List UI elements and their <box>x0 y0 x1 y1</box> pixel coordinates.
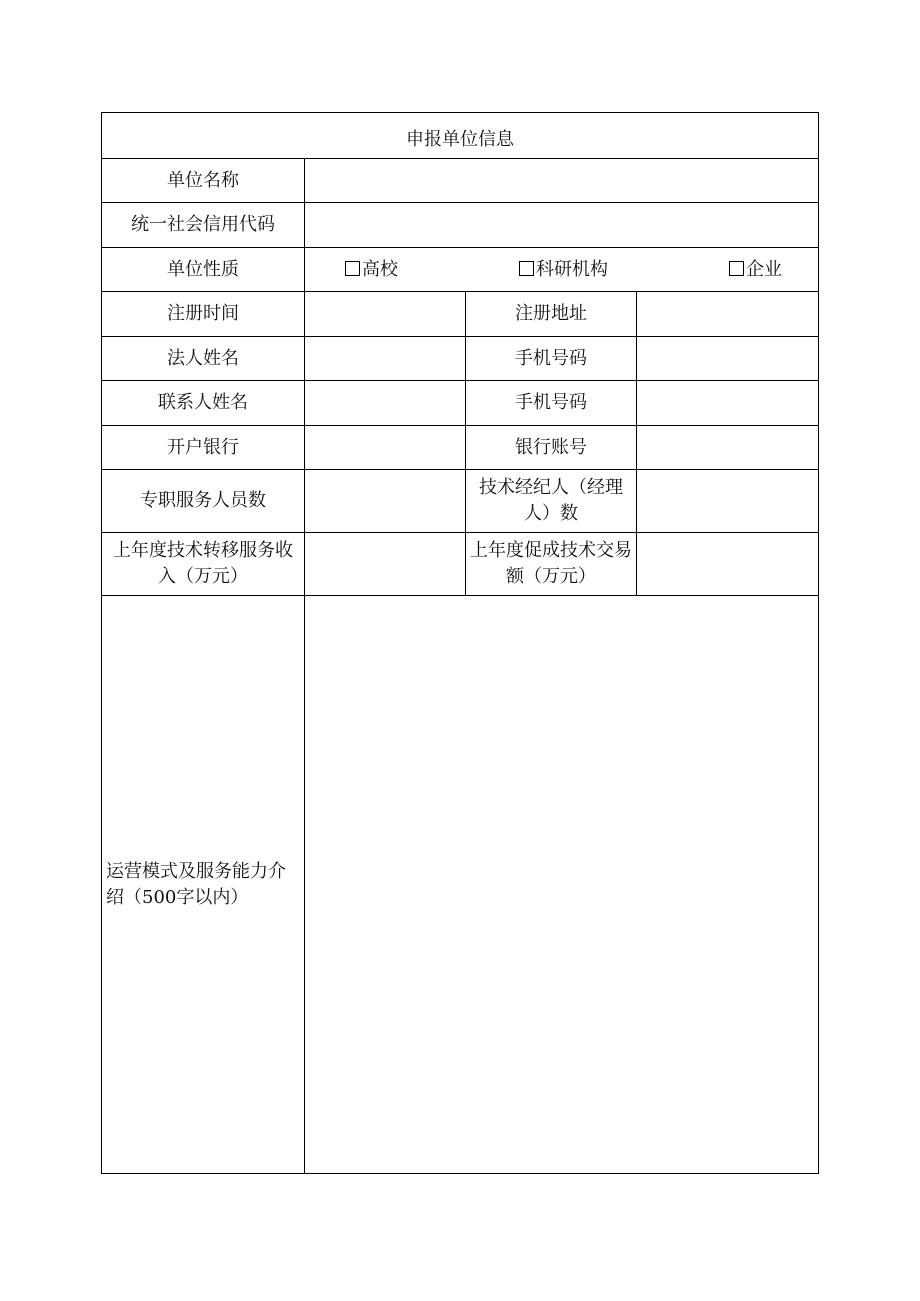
option-university-label: 高校 <box>362 258 398 280</box>
last-year-income-field[interactable] <box>305 533 466 596</box>
option-research-institute-label: 科研机构 <box>536 258 608 280</box>
unit-name-field[interactable] <box>305 159 819 203</box>
last-year-trade-field[interactable] <box>637 533 819 596</box>
option-research-institute[interactable] <box>519 257 608 283</box>
register-time-field[interactable] <box>305 292 466 337</box>
legal-phone-field[interactable] <box>637 337 819 381</box>
contact-name-field[interactable] <box>305 381 466 426</box>
checkbox-research-institute[interactable] <box>519 261 534 276</box>
broker-count-field[interactable] <box>637 470 819 533</box>
register-address-label: 注册地址 <box>466 292 637 337</box>
legal-phone-label: 手机号码 <box>466 337 637 381</box>
credit-code-field[interactable] <box>305 203 819 248</box>
legal-person-field[interactable] <box>305 337 466 381</box>
credit-code-label: 统一社会信用代码 <box>102 203 305 248</box>
contact-name-label: 联系人姓名 <box>102 381 305 426</box>
contact-phone-label: 手机号码 <box>466 381 637 426</box>
option-university[interactable] <box>345 257 398 283</box>
bank-label: 开户银行 <box>102 426 305 470</box>
staff-count-field[interactable] <box>305 470 466 533</box>
register-address-field[interactable] <box>637 292 819 337</box>
option-enterprise[interactable] <box>729 257 782 283</box>
option-enterprise-label: 企业 <box>746 258 782 280</box>
application-form-table <box>101 112 819 1174</box>
broker-count-label: 技术经纪人（经理人）数 <box>466 470 637 533</box>
contact-phone-field[interactable] <box>637 381 819 426</box>
checkbox-university[interactable] <box>345 261 360 276</box>
register-time-label: 注册时间 <box>102 292 305 337</box>
intro-label: 运营模式及服务能力介绍（500字以内） <box>102 596 305 1174</box>
unit-nature-label: 单位性质 <box>102 248 305 292</box>
unit-name-label: 单位名称 <box>102 159 305 203</box>
bank-account-label: 银行账号 <box>466 426 637 470</box>
unit-nature-options <box>305 248 819 292</box>
staff-count-label: 专职服务人员数 <box>102 470 305 533</box>
checkbox-enterprise[interactable] <box>729 261 744 276</box>
last-year-income-label: 上年度技术转移服务收入（万元） <box>102 533 305 596</box>
bank-account-field[interactable] <box>637 426 819 470</box>
legal-person-label: 法人姓名 <box>102 337 305 381</box>
form-title: 申报单位信息 <box>102 113 819 159</box>
last-year-trade-label: 上年度促成技术交易额（万元） <box>466 533 637 596</box>
intro-field[interactable] <box>305 596 819 1174</box>
bank-field[interactable] <box>305 426 466 470</box>
